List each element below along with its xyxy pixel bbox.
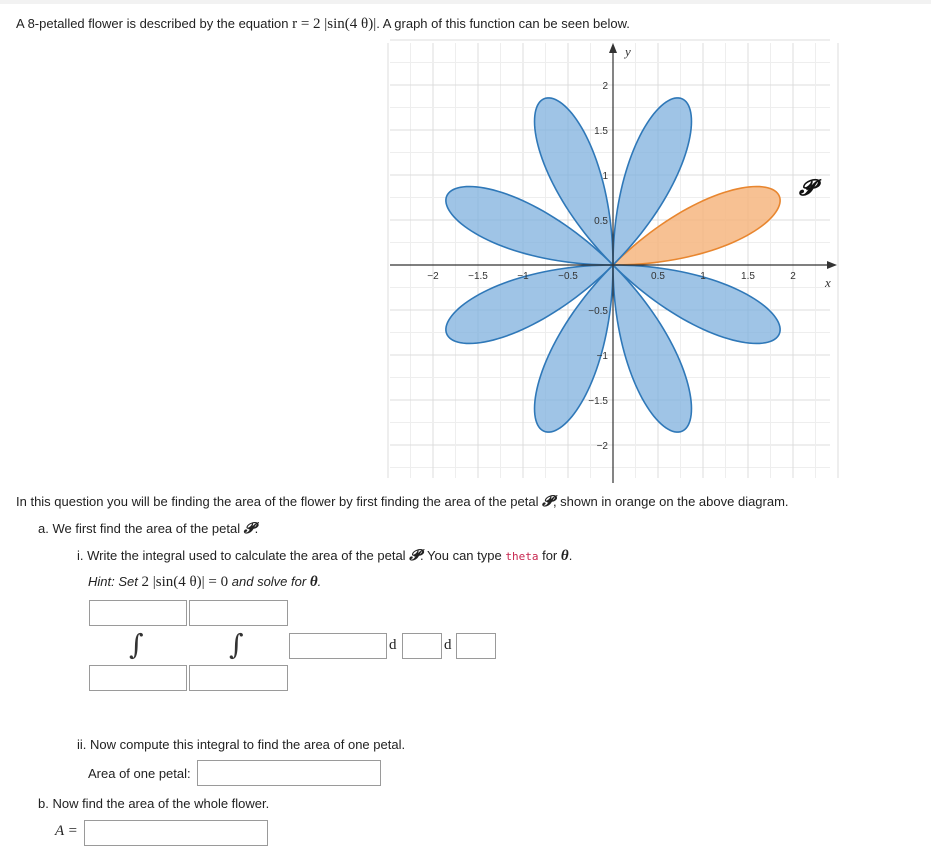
y-tick-label: −1 bbox=[596, 351, 608, 362]
axes bbox=[390, 43, 837, 483]
part-a bbox=[38, 519, 258, 537]
x-tick-label: 2 bbox=[790, 271, 796, 282]
part-ai-prefix: i. Write the integral used to calculate the area of the petal bbox=[77, 548, 406, 563]
area-petal-input[interactable] bbox=[197, 760, 381, 786]
upper-limit-inner-input[interactable] bbox=[189, 600, 288, 626]
part-a-prefix: a. We first find the area of the petal bbox=[38, 521, 241, 536]
top-border bbox=[0, 0, 931, 4]
intro-text bbox=[16, 16, 630, 33]
petal-symbol: 𝓟 bbox=[409, 546, 421, 564]
y-tick-label: 2 bbox=[602, 81, 608, 92]
part-a-i bbox=[77, 546, 572, 565]
hint-prefix: Hint: Set bbox=[88, 574, 138, 589]
theta-code: theta bbox=[505, 550, 539, 563]
petal-symbol: 𝓟 bbox=[243, 519, 255, 537]
differential-d-1: d bbox=[389, 637, 397, 653]
intro-suffix: . A graph of this function can be seen below. bbox=[376, 16, 630, 31]
lower-limit-inner-input[interactable] bbox=[189, 665, 288, 691]
integral-sign-outer: ∫ bbox=[129, 628, 144, 661]
lower-limit-outer-input[interactable] bbox=[89, 665, 187, 691]
area-flower-label: A = bbox=[55, 823, 78, 839]
hint-suffix: and solve for bbox=[231, 574, 307, 589]
x-tick-label: −1.5 bbox=[468, 271, 488, 282]
upper-limit-outer-input[interactable] bbox=[89, 600, 187, 626]
x-tick-label: 0.5 bbox=[651, 271, 665, 282]
area-petal-label: Area of one petal: bbox=[88, 766, 191, 781]
intro-equation: r = 2 |sin(4 θ)| bbox=[292, 16, 377, 32]
part-ai-middle: . You can type bbox=[420, 548, 502, 563]
y-tick-label: −1.5 bbox=[588, 396, 608, 407]
x-tick-label: −2 bbox=[427, 271, 439, 282]
diff-variable-input-2[interactable] bbox=[456, 633, 496, 659]
question-intro bbox=[16, 492, 789, 510]
x-axis-arrow bbox=[827, 261, 837, 269]
polar-graph bbox=[385, 38, 845, 488]
part-a-ii: ii. Now compute this integral to find the area of one petal. bbox=[77, 737, 406, 752]
y-tick-label: 1 bbox=[602, 171, 608, 182]
question-intro-prefix: In this question you will be finding the area of the flower by first finding the area of the petal bbox=[16, 494, 539, 509]
petal-symbol: 𝓟 bbox=[542, 492, 553, 510]
x-tick-label: 1 bbox=[700, 271, 706, 282]
petal-label: 𝓟 bbox=[799, 175, 815, 201]
part-ai-end: . bbox=[568, 548, 573, 563]
y-axis-label: y bbox=[625, 44, 631, 59]
theta-symbol: θ bbox=[309, 574, 318, 590]
y-axis-arrow bbox=[609, 43, 617, 53]
part-a-suffix: . bbox=[254, 521, 259, 536]
part-b: b. Now find the area of the whole flower. bbox=[38, 796, 270, 811]
hint-text bbox=[88, 574, 321, 591]
intro-prefix: A 8-petalled flower is described by the equation bbox=[16, 16, 289, 31]
hint-end: . bbox=[317, 574, 322, 589]
theta-symbol: θ bbox=[560, 548, 569, 564]
y-tick-label: 0.5 bbox=[594, 216, 608, 227]
diff-variable-input-1[interactable] bbox=[402, 633, 442, 659]
y-tick-label: −2 bbox=[596, 441, 608, 452]
integrand-input[interactable] bbox=[289, 633, 387, 659]
part-ai-for: for bbox=[542, 548, 558, 563]
area-flower-input[interactable] bbox=[84, 820, 268, 846]
x-tick-label: −1 bbox=[517, 271, 529, 282]
hint-equation: 2 |sin(4 θ)| = 0 bbox=[141, 574, 229, 590]
y-tick-label: −0.5 bbox=[588, 306, 608, 317]
y-tick-label: 1.5 bbox=[594, 126, 608, 137]
x-axis-label: x bbox=[825, 275, 831, 290]
x-tick-label: −0.5 bbox=[558, 271, 578, 282]
differential-d-2: d bbox=[444, 637, 452, 653]
x-tick-label: 1.5 bbox=[741, 271, 755, 282]
integral-sign-inner: ∫ bbox=[229, 628, 244, 661]
question-intro-suffix: , shown in orange on the above diagram. bbox=[552, 494, 789, 509]
